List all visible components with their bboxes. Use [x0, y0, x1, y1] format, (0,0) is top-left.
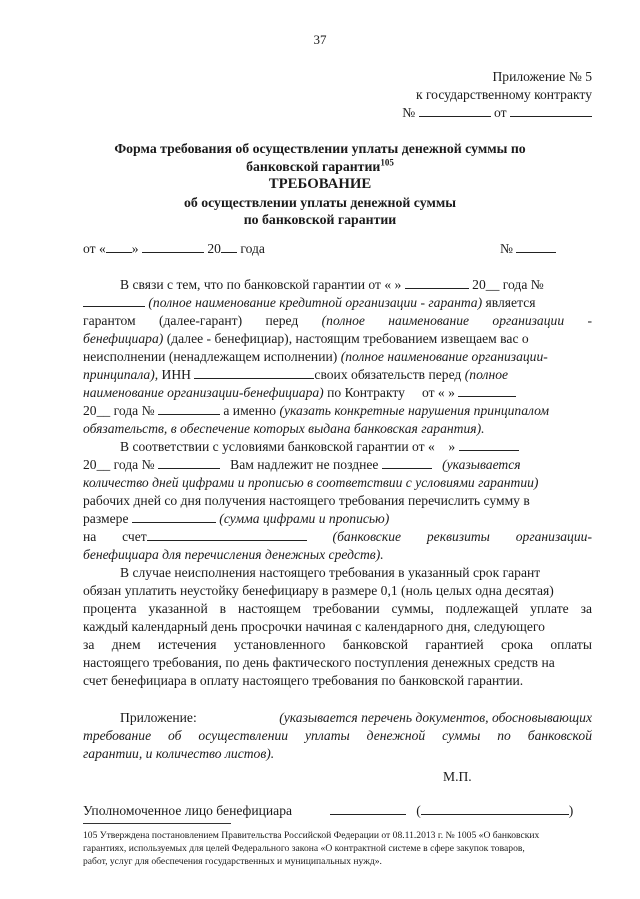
para1-line-3: гарантом (далее-гарант) перед (полное наименование организации - [83, 313, 592, 328]
para2-line-3: количество дней цифрами и прописью в соответствии с условиями гарантии) [83, 475, 539, 490]
footnote-divider [83, 823, 231, 824]
para3-line-6: настоящего требования, по день фактического поступления денежных средств на [83, 655, 555, 670]
para1-line-1: В связи с тем, что по банковской гарантии от « » 20__ года № [120, 277, 544, 292]
month-blank [142, 240, 204, 253]
footnote-reference: 105 [380, 157, 394, 168]
para2-line-7: бенефициара для перечисления денежных средств). [83, 547, 384, 562]
para1-line-2: (полное наименование кредитной организации - гаранта) является [83, 294, 592, 312]
demand-number-field: № [500, 240, 556, 258]
para2-line-2: 20__ года № Вам надлежит не позднее (указывается [83, 457, 521, 472]
form-title-line-1: Форма требования об осуществлении уплаты денежной суммы по [114, 141, 526, 156]
date-field: от « » 20 года [83, 241, 265, 256]
para2-line-1: В соответствии с условиями банковской гарантии от « » [83, 438, 592, 456]
footnote-line-3: работ, услуг для обеспечения государственных и муниципальных нужд». [83, 856, 382, 867]
para3-line-4: каждый календарный день просрочки начиная с календарного дня, следующего [83, 619, 545, 634]
demand-heading: ТРЕБОВАНИЕ [268, 176, 372, 192]
contract-date-blank [510, 104, 592, 117]
para3-line-7: счет бенефициара в оплату настоящего требования по банковской гарантии. [83, 673, 524, 688]
para3-line-2: обязан уплатить неустойку бенефициару в размере 0,1 (ноль целых одна десятая) [83, 583, 554, 598]
para3-line-3: процента указанной в настоящем требовании суммы, подлежащей уплате за [83, 601, 592, 616]
para2-line-6: на счет (банковские реквизиты организации- [83, 529, 592, 544]
para3-line-1: В случае неисполнения настоящего требования в указанный срок гарант [120, 565, 541, 580]
day-blank [106, 240, 132, 253]
para1-line-7: наименование организации-бенефициара) по Контракту от « » [83, 384, 592, 402]
contract-number-blank [419, 104, 491, 117]
para2-line-5: размере (сумма цифрами и прописью) [83, 511, 390, 526]
annex-contract: к государственному контракту [415, 87, 592, 102]
signature-label: Уполномоченное лицо бенефициара [83, 803, 293, 818]
para1-line-5: неисполнении (ненадлежащем исполнении) (полное наименование организации- [83, 349, 548, 364]
signature-blank [330, 802, 406, 815]
para1-line-6: принципала), ИНН своих обязательств перед (полное [83, 367, 509, 382]
demand-subtitle-2: по банковской гарантии [243, 212, 397, 227]
para2-line-4: рабочих дней со дня получения настоящего требования перечислить сумму в [83, 493, 530, 508]
amount-blank [132, 510, 216, 523]
name-blank [421, 802, 569, 815]
para1-line-9: обязательств, в обеспечение которых выдана банковская гарантия). [83, 421, 485, 436]
footnote-line-1: 105 Утверждена постановлением Правительства Российской Федерации от 08.11.2013 г. № 1005 «О банковских [83, 830, 540, 841]
para3-line-5: за днем истечения установленного банковской гарантией срока оплаты [83, 637, 592, 652]
para1-line-8: 20__ года № а именно (указать конкретные нарушения принципалом [83, 403, 550, 418]
stamp-placeholder: М.П. [443, 769, 472, 784]
attachment-line-1: Приложение: (указывается перечень документов, обосновывающих [120, 710, 592, 725]
footnote-line-2: гарантиях, используемых для целей Федерального закона «О контрактной системе в сфере закупок товаров, [83, 843, 525, 854]
year-blank [221, 240, 237, 253]
signature-field: ( ) [330, 802, 573, 820]
attachment-line-3: гарантии, и количество листов). [83, 746, 275, 761]
annex-contract-number: № от [402, 104, 592, 122]
demand-subtitle-1: об осуществлении уплаты денежной суммы [183, 195, 457, 210]
form-title-line-2: банковской гарантии$^{105}$ [246, 157, 394, 174]
attachment-line-2: требование об осуществлении уплаты денежной суммы по банковской [83, 728, 592, 743]
account-blank [147, 528, 307, 541]
page-number: 37 [313, 32, 327, 47]
demand-number-blank [516, 240, 556, 253]
para1-line-4: бенефициара) (далее - бенефициар), настоящим требованием извещаем вас о [83, 331, 529, 346]
inn-blank [194, 366, 314, 379]
annex-title: Приложение № 5 [492, 69, 592, 84]
